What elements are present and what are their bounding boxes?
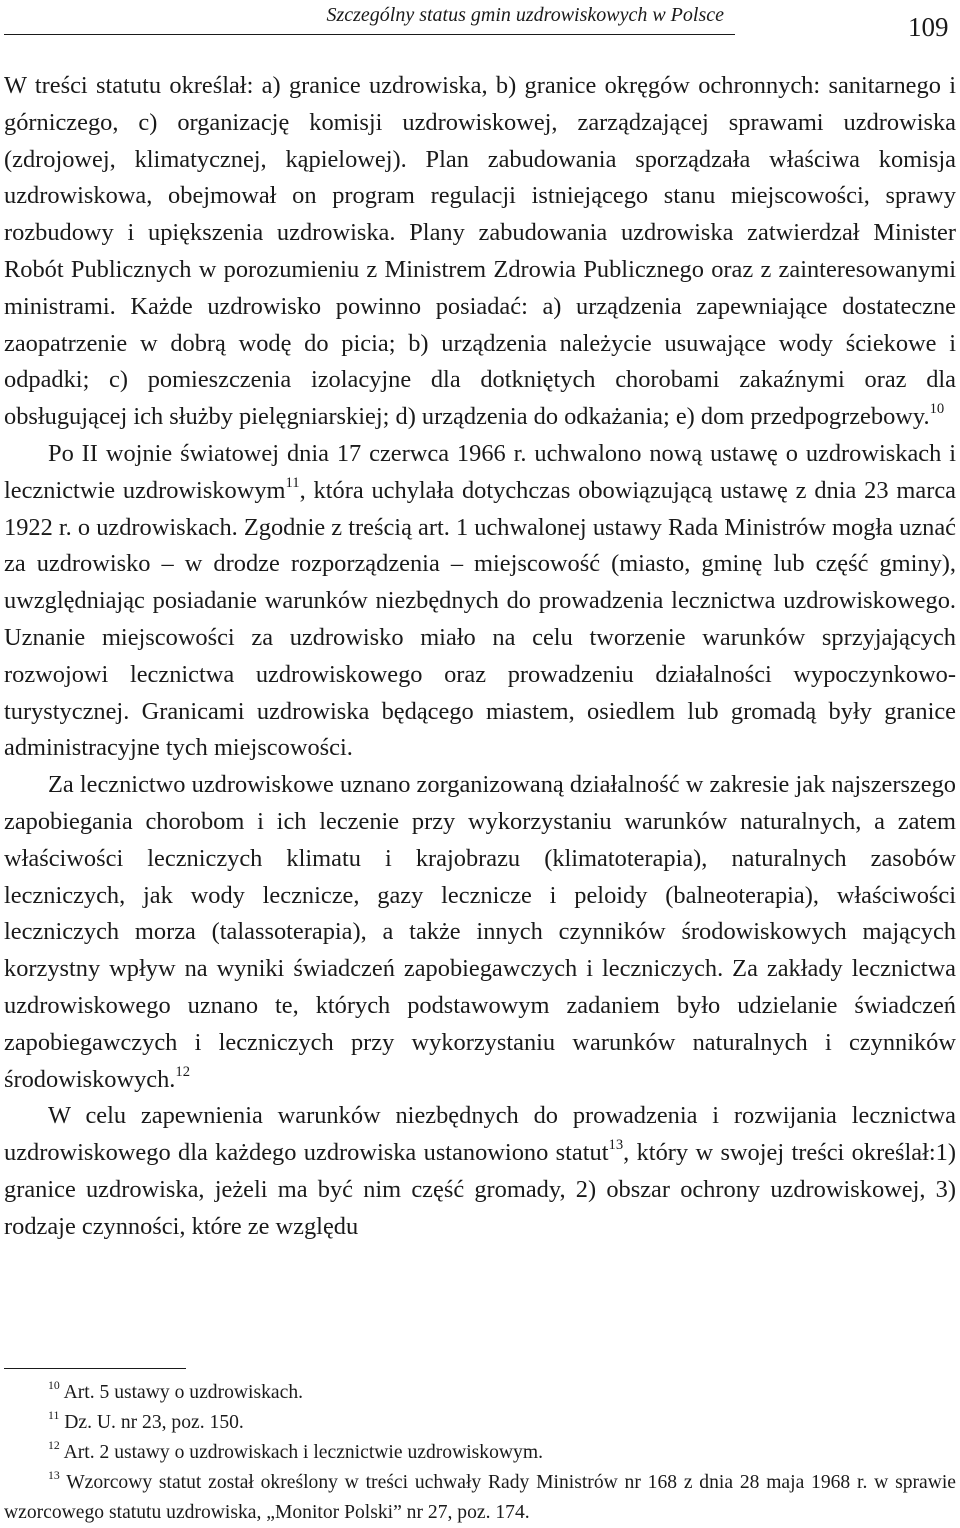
paragraph-text: Po II wojnie światowej dnia 17 czerwca 1966 r. uchwalono nową ustawę o uzdrowiskach i lecznictwie uzdrowiskowym <box>4 439 956 504</box>
header-rule <box>4 34 735 35</box>
footnote-separator <box>4 1368 186 1369</box>
footnote-ref: 11 <box>285 474 300 491</box>
footnote-number: 11 <box>48 1409 60 1423</box>
paragraph-text: , który w swojej treści określał:1) granice uzdrowiska, jeżeli ma być nim część gromady, 2) obszar ochrony uzdrowiskowej, 3) rodzaje czynności, które ze względu <box>4 1139 956 1240</box>
paragraph-text: W treści statutu określał: a) granice uzdrowiska, b) granice okręgów ochronnych: sanitarnego i górniczego, c) organizację komisji uzdrowiskowej, zarządzającej sprawami uzdrowiska (zdrojowej, klimatycznej, kąpielowej). Plan zabudowania sporządzała właściwa komisja uzdrowiskowa, obejmował on program regulacji istniejącego stanu miejscowości, sprawy rozbudowy i upiększenia uzdrowiska. Plany zabudowania uzdrowiska zatwierdzał Minister Robót Publicznych w porozumieniu z Ministrem Zdrowia Publicznego oraz z zainteresowanymi ministrami. Każde uzdrowisko powinno posiadać: a) urządzenia zapewniające dostateczne zaopatrzenie w dobrą wodę do picia; b) urządzenia należycie usuwające wody ściekowe i odpadki; c) pomieszczenia izolacyjne dla dotkniętych chorobami zakaźnymi oraz dla obsługującej ich służby pielęgniarskiej; d) urządzenia do odkażania; e) dom przedpogrzebowy. <box>4 72 956 431</box>
footnote-text: Dz. U. nr 23, poz. 150. <box>64 1412 244 1433</box>
footnote <box>4 1468 956 1528</box>
running-header <box>0 0 960 48</box>
body-text <box>4 68 956 1246</box>
footnote-ref: 10 <box>929 401 945 418</box>
footnote-number: 13 <box>48 1469 60 1483</box>
footnote-number: 10 <box>48 1379 60 1393</box>
running-title: Szczególny status gmin uzdrowiskowych w Polsce <box>326 4 724 26</box>
paragraph <box>4 1098 956 1245</box>
footnote-text: Art. 5 ustawy o uzdrowiskach. <box>63 1382 304 1403</box>
footnote-number: 12 <box>48 1439 60 1453</box>
paragraph-text: Za lecznictwo uzdrowiskowe uznano zorganizowaną działalność w zakresie jak najszerszego zapobiegania chorobom i ich leczenie przy wykorzystaniu warunków naturalnych, a zatem właściwości leczniczych klimatu i krajobrazu (klimatoterapia), naturalnych zasobów leczniczych, jak wody lecznicze, gazy lecznicze i peloidy (balneoterapia), właściwości leczniczych morza (talassoterapia), a także innych czynników środowiskowych mających korzystny wpływ na wyniki świadczeń zapobiegawczych i leczniczych. Za zakłady lecznictwa uzdrowiskowego uznano te, których podstawowym zadaniem było udzielanie świadczeń zapobiegawczych i leczniczych przy wykorzystaniu warunków naturalnych i czynników środowiskowych. <box>4 771 956 1093</box>
footnote <box>4 1438 956 1468</box>
footnote-ref: 13 <box>608 1137 624 1154</box>
footnote-text: Art. 2 ustawy o uzdrowiskach i lecznictwie uzdrowiskowym. <box>63 1442 543 1463</box>
footnotes <box>4 1378 956 1528</box>
footnote <box>4 1378 956 1408</box>
paragraph <box>4 436 956 767</box>
page-number: 109 <box>908 12 949 42</box>
footnote <box>4 1408 956 1438</box>
paragraph-text: , która uchylała dotychczas obowiązującą ustawę z dnia 23 marca 1922 r. o uzdrowiskach. Zgodnie z treścią art. 1 uchwalonej ustawy Rada Ministrów mogła uznać za uzdrowisko – w drodze rozporządzenia – miejscowość (miasto, gminę lub część gminy), uwzględniając posiadanie warunków niezbędnych do prowadzenia lecznictwa uzdrowiskowego. Uznanie miejscowości za uzdrowisko miało na celu tworzenie warunków sprzyjających rozwojowi lecznictwa uzdrowiskowego oraz prowadzeniu działalności wypoczynkowo-turystycznej. Granicami uzdrowiska będącego miastem, osiedlem lub gromadą były granice administracyjne tych miejscowości. <box>4 476 956 762</box>
paragraph <box>4 767 956 1098</box>
paragraph <box>4 68 956 436</box>
footnote-ref: 12 <box>175 1063 191 1080</box>
paragraph-text: W celu zapewnienia warunków niezbędnych do prowadzenia i rozwijania lecznictwa uzdrowiskowego dla każdego uzdrowiska ustanowiono statut <box>4 1102 956 1167</box>
footnote-text: Wzorcowy statut został określony w treści uchwały Rady Ministrów nr 168 z dnia 28 maja 1968 r. w sprawie wzorcowego statutu uzdrowiska, „Monitor Polski” nr 27, poz. 174. <box>4 1472 957 1523</box>
